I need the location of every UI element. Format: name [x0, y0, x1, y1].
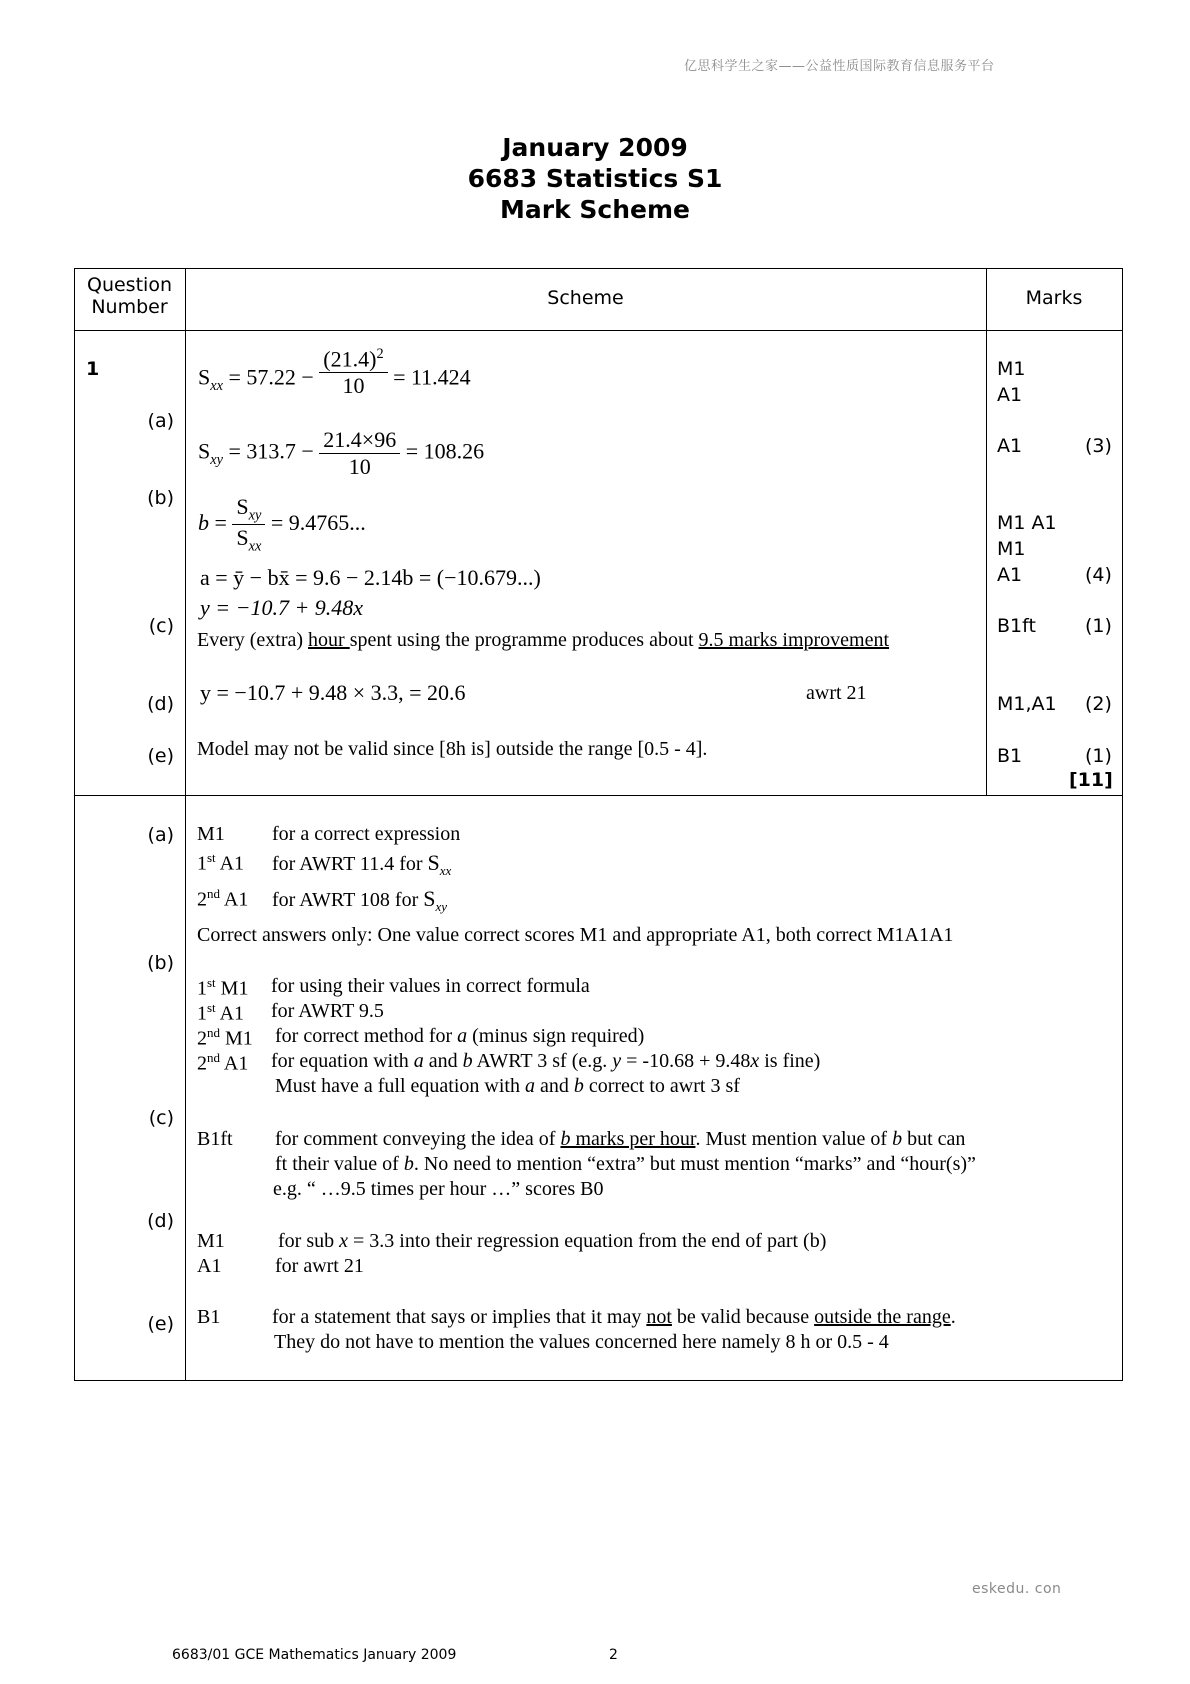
note-a-a1-text: for AWRT 11.4 for $S_{xx}$: [272, 850, 452, 878]
note-b-a1-code: 1st A1: [197, 1000, 245, 1025]
mark-m1a1-b: M1 A1: [997, 512, 1057, 534]
interpretation-text: Every (extra) hour spent using the programme produces about 9.5 marks improvement: [197, 629, 890, 651]
header-marks: Marks: [1025, 287, 1083, 309]
footer-text: 6683/01 GCE Mathematics January 2009: [172, 1647, 457, 1663]
note-c-line-1: for comment conveying the idea of b marks per hour. Must mention value of b but can: [275, 1128, 966, 1150]
mark-total-b: (4): [1085, 564, 1112, 586]
note-d-a1-code: A1: [197, 1255, 222, 1277]
note-a-a2-text: for AWRT 108 for $S_{xy}$: [272, 886, 448, 914]
estimate-equation: y = −10.7 + 9.48 × 3.3, = 20.6: [200, 680, 466, 705]
note-d-m1-code: M1: [197, 1230, 225, 1252]
note-a-m1-text: for a correct expression: [272, 823, 461, 845]
mark-total-c: (1): [1085, 615, 1112, 637]
validity-text: Model may not be valid since [8h is] outside the range [0.5 - 4].: [197, 738, 708, 760]
notes-label-a: (a): [147, 824, 174, 846]
mark-total-e: (1): [1085, 745, 1112, 767]
note-b-m1-text: for using their values in correct formula: [271, 975, 590, 997]
mark-b1ft-c: B1ft: [997, 615, 1036, 637]
b-equation: b = $\frac{S_{xy}}{S_{xx}}$ = 9.4765...: [198, 494, 366, 555]
note-b-m2-code: 2nd M1: [197, 1025, 253, 1050]
header-question-number: Question Number: [87, 274, 172, 318]
page-number: 2: [609, 1647, 618, 1663]
awrt-note: awrt 21: [806, 682, 867, 704]
note-d-m1-text: for sub x = 3.3 into their regression equation from the end of part (b): [278, 1230, 827, 1252]
note-e-line-2: They do not have to mention the values concerned here namely 8 h or 0.5 - 4: [274, 1331, 889, 1353]
note-b-a2-text: for equation with a and b AWRT 3 sf (e.g. y = -10.68 + 9.48x is fine): [271, 1050, 821, 1072]
note-b-m2-text: for correct method for a (minus sign required): [275, 1025, 645, 1047]
part-label-e: (e): [147, 745, 174, 767]
title-line-1: January 2009: [502, 133, 688, 162]
note-b-a2-code: 2nd A1: [197, 1050, 249, 1075]
note-a-correct: Correct answers only: One value correct scores M1 and appropriate A1, both correct M1A1A1: [197, 924, 954, 946]
title-line-3: Mark Scheme: [500, 195, 690, 224]
watermark-text: 亿思科学生之家——公益性质国际教育信息服务平台: [684, 59, 995, 74]
note-e-line-1: for a statement that says or implies that it may not be valid because outside the range.: [272, 1306, 956, 1328]
site-watermark: eskedu. con: [972, 1581, 1062, 1597]
note-a-a2-code: 2nd A1: [197, 886, 249, 911]
note-b-m1-code: 1st M1: [197, 975, 249, 1000]
mark-a1-b: A1: [997, 564, 1023, 586]
a-equation: a = ȳ − bx̄ = 9.6 − 2.14b = (−10.679...): [200, 565, 541, 590]
part-label-a: (a): [147, 410, 174, 432]
mark-m1-b: M1: [997, 538, 1026, 560]
notes-label-b: (b): [147, 952, 174, 974]
part-label-c: (c): [148, 615, 174, 637]
note-a-a1-code: 1st A1: [197, 850, 245, 875]
regression-equation: y = −10.7 + 9.48x: [200, 595, 364, 620]
mark-grand-total: [11]: [1069, 769, 1113, 791]
mark-m1-a: M1: [997, 358, 1026, 380]
part-label-d: (d): [147, 693, 174, 715]
notes-label-c: (c): [148, 1107, 174, 1129]
notes-label-e: (e): [147, 1313, 174, 1335]
sxx-equation: $S_{xx} = 57.22$ − $\frac{(21.4)^2}{10}$ = 11.424: [198, 346, 471, 399]
mark-total-d: (2): [1085, 693, 1112, 715]
mark-a1-a2: A1: [997, 435, 1023, 457]
note-c-line-3: e.g. “ …9.5 times per hour …” scores B0: [273, 1178, 604, 1200]
part-label-b: (b): [147, 487, 174, 509]
mark-b1-e: B1: [997, 745, 1023, 767]
title-line-2: 6683 Statistics S1: [467, 164, 723, 193]
sxy-equation: $S_{xy} = 313.7$ − $\frac{21.4\times 96}{10}$ = 108.26: [198, 427, 485, 479]
notes-label-d: (d): [147, 1210, 174, 1232]
note-e-code: B1: [197, 1306, 221, 1328]
question-number: 1: [86, 358, 100, 380]
note-c-line-2: ft their value of b. No need to mention “extra” but must mention “marks” and “hour(s)”: [275, 1153, 976, 1175]
mark-a1-a1: A1: [997, 384, 1023, 406]
note-c-code: B1ft: [197, 1128, 233, 1150]
mark-m1a1-d: M1,A1: [997, 693, 1057, 715]
note-d-a1-text: for awrt 21: [275, 1255, 364, 1277]
note-b-must: Must have a full equation with a and b correct to awrt 3 sf: [275, 1075, 740, 1097]
note-a-m1-code: M1: [197, 823, 225, 845]
mark-total-a: (3): [1085, 435, 1112, 457]
note-b-a1-text: for AWRT 9.5: [271, 1000, 384, 1022]
header-scheme: Scheme: [547, 287, 624, 309]
